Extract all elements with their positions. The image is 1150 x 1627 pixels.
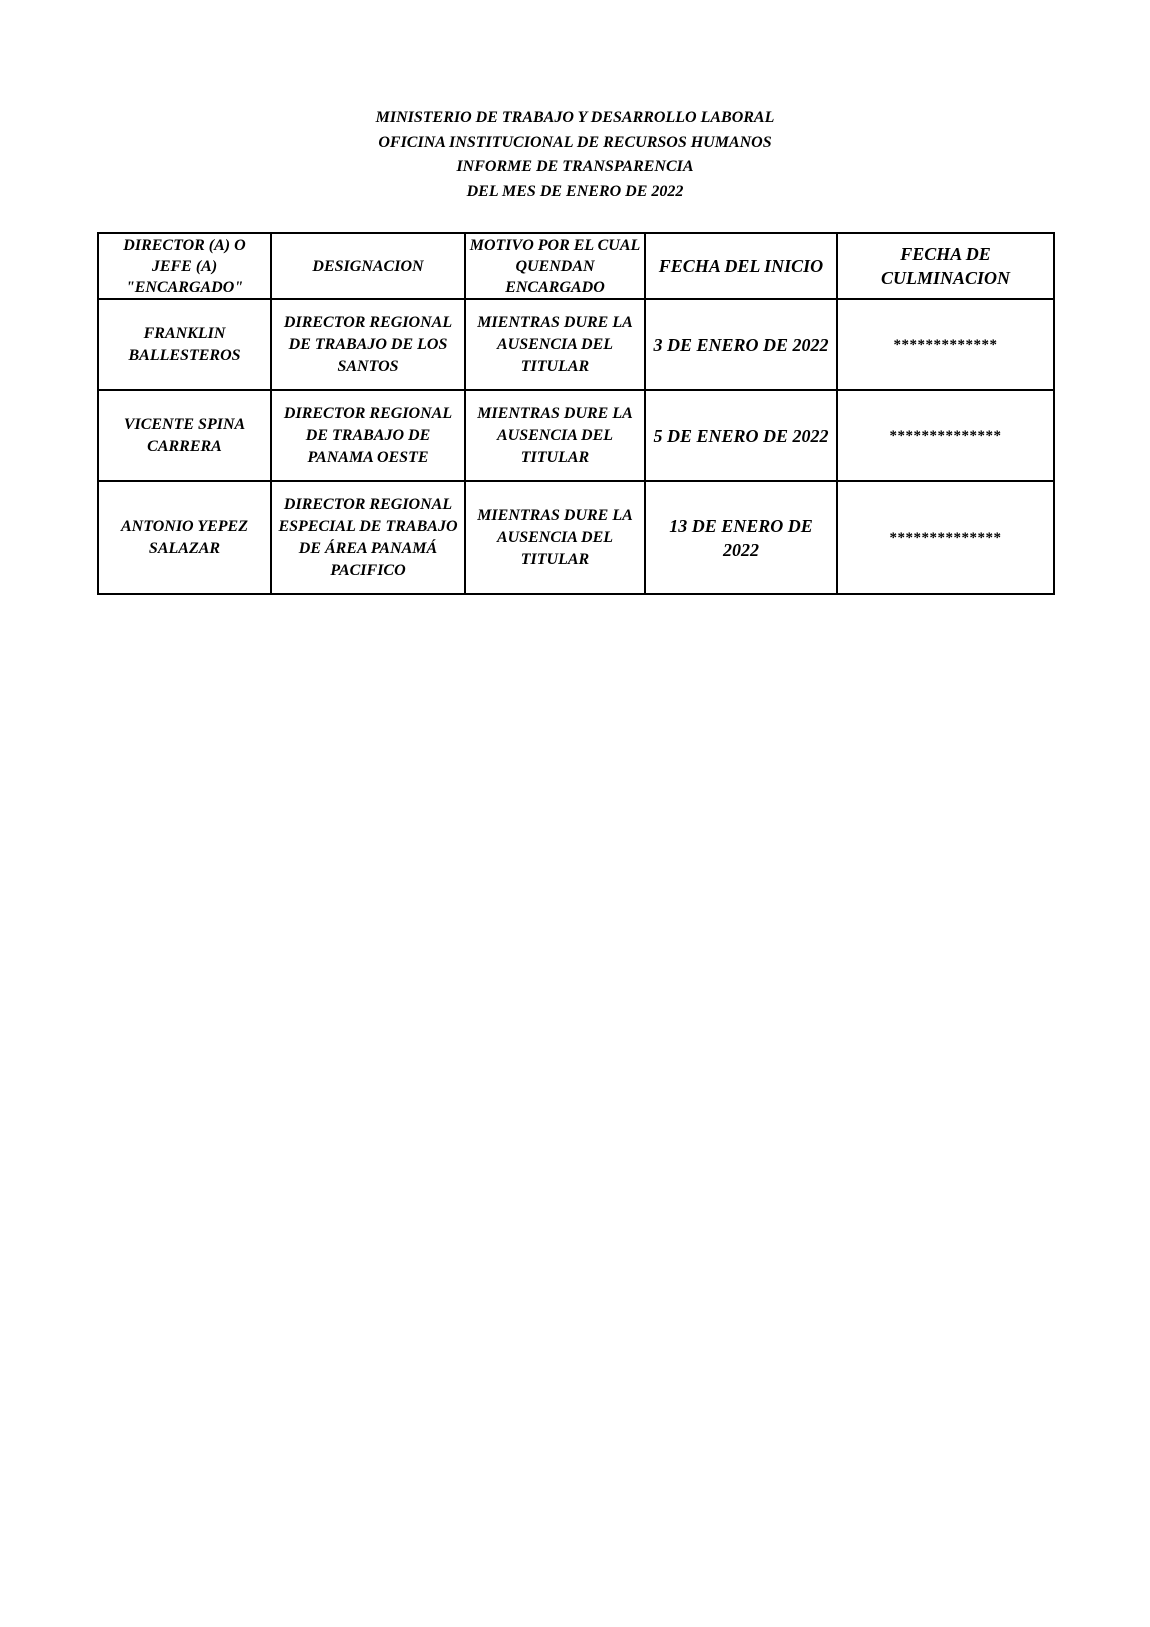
transparency-table bbox=[97, 232, 1055, 595]
cell-reason: MIENTRAS DURE LA AUSENCIA DEL TITULAR bbox=[465, 390, 645, 481]
header-report-title: INFORME DE TRANSPARENCIA bbox=[456, 158, 694, 175]
header-office: OFICINA INSTITUCIONAL DE RECURSOS HUMANOS bbox=[378, 133, 772, 151]
header-ministry: MINISTERIO DE TRABAJO Y DESARROLLO LABORAL bbox=[375, 109, 775, 126]
cell-reason: MIENTRAS DURE LA AUSENCIA DEL TITULAR bbox=[465, 481, 645, 594]
cell-designation: DIRECTOR REGIONAL DE TRABAJO DE PANAMA OESTE bbox=[271, 390, 465, 481]
table-row bbox=[98, 390, 1054, 481]
cell-director-name: VICENTE SPINA CARRERA bbox=[98, 390, 271, 481]
cell-director-name: FRANKLIN BALLESTEROS bbox=[98, 299, 271, 390]
document-header bbox=[0, 106, 1150, 204]
column-header-designation: DESIGNACION bbox=[271, 233, 465, 299]
header-period: DEL MES DE ENERO DE 2022 bbox=[466, 182, 684, 200]
cell-end-date: ************* bbox=[837, 299, 1054, 390]
cell-reason: MIENTRAS DURE LA AUSENCIA DEL TITULAR bbox=[465, 299, 645, 390]
cell-designation: DIRECTOR REGIONAL ESPECIAL DE TRABAJO DE ÁREA PANAMÁ PACIFICO bbox=[271, 481, 465, 594]
table-row bbox=[98, 481, 1054, 594]
cell-start-date: 13 DE ENERO DE 2022 bbox=[645, 481, 837, 594]
cell-end-date: ************** bbox=[837, 390, 1054, 481]
column-header-reason: MOTIVO POR EL CUAL QUENDAN ENCARGADO bbox=[465, 233, 645, 299]
column-header-start-date: FECHA DEL INICIO bbox=[645, 233, 837, 299]
table-row bbox=[98, 299, 1054, 390]
cell-start-date: 5 DE ENERO DE 2022 bbox=[645, 390, 837, 481]
column-header-end-date: FECHA DE CULMINACION bbox=[837, 233, 1054, 299]
cell-designation: DIRECTOR REGIONAL DE TRABAJO DE LOS SANTOS bbox=[271, 299, 465, 390]
cell-start-date: 3 DE ENERO DE 2022 bbox=[645, 299, 837, 390]
cell-director-name: ANTONIO YEPEZ SALAZAR bbox=[98, 481, 271, 594]
cell-end-date: ************** bbox=[837, 481, 1054, 594]
table-header-row bbox=[98, 233, 1054, 299]
column-header-director: DIRECTOR (A) O JEFE (A) "ENCARGADO" bbox=[98, 233, 271, 299]
